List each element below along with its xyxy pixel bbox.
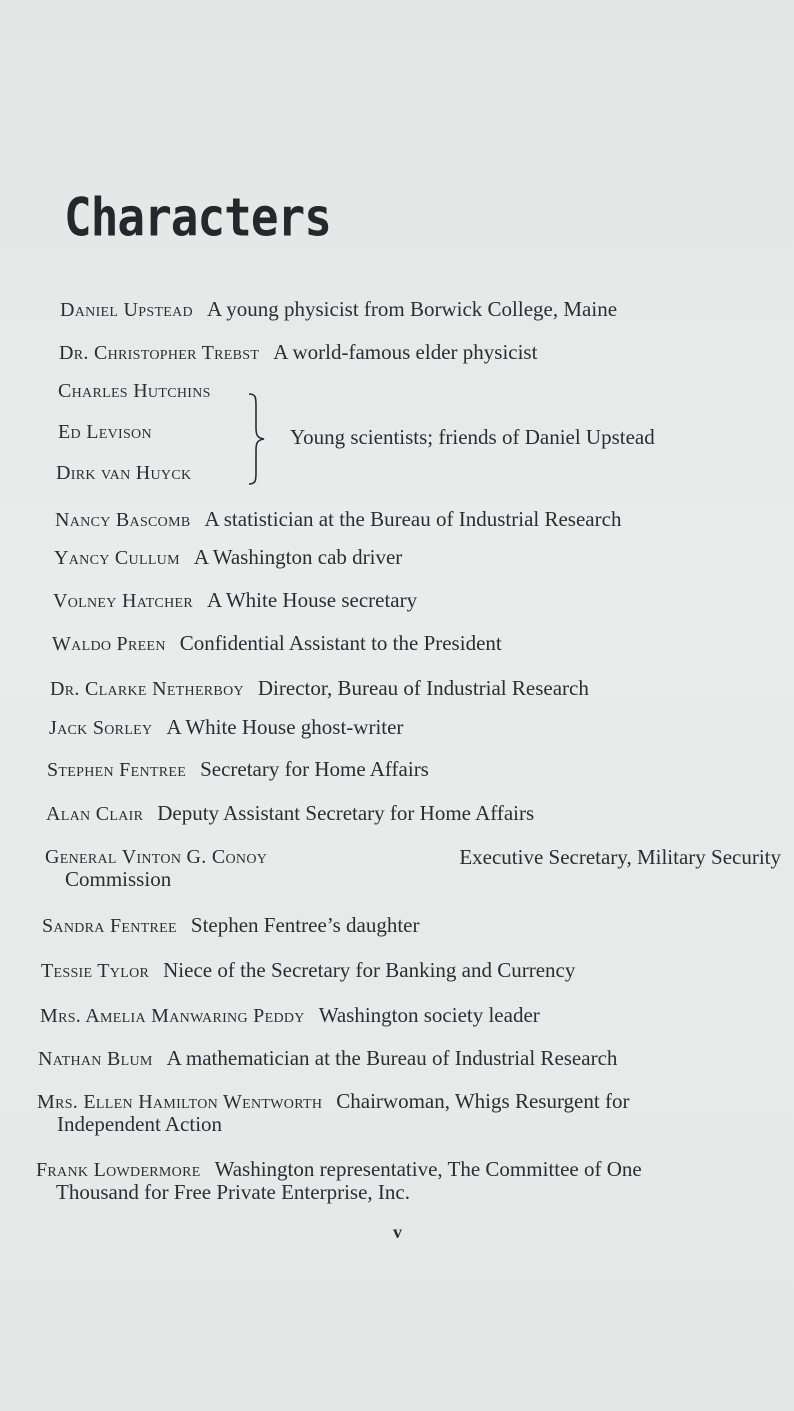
character-entry [55, 508, 621, 531]
character-entry [45, 846, 781, 890]
character-entry [59, 341, 537, 364]
character-description: A mathematician at the Bureau of Industrial Research [166, 1046, 618, 1070]
character-name: Sandra Fentree [42, 915, 177, 937]
character-description: Deputy Assistant Secretary for Home Affairs [157, 801, 535, 825]
grouping-brace [246, 392, 270, 486]
character-description: A statistician at the Bureau of Industrial Research [204, 507, 622, 531]
character-name: Dirk van Huyck [56, 462, 192, 484]
character-description: Executive Secretary, Military Security [459, 845, 781, 869]
character-description: A White House secretary [206, 588, 418, 612]
character-description: A Washington cab driver [193, 545, 403, 569]
character-name: Volney Hatcher [53, 590, 193, 612]
character-description: A White House ghost-writer [166, 715, 404, 739]
character-entry [40, 1004, 540, 1027]
character-name: Mrs. Amelia Manwaring Peddy [40, 1005, 305, 1027]
character-description: Washington representative, The Committee of One [214, 1157, 642, 1181]
character-entry [41, 959, 575, 982]
character-name: Nathan Blum [38, 1048, 153, 1070]
group-description: Young scientists; friends of Daniel Upstead [290, 425, 655, 449]
character-description: Chairwoman, Whigs Resurgent for [336, 1089, 630, 1113]
character-name: Alan Clair [46, 803, 144, 825]
character-entry [53, 589, 417, 612]
character-description-continued: Independent Action [57, 1112, 223, 1136]
character-entry [37, 1090, 629, 1135]
character-description: Niece of the Secretary for Banking and Currency [163, 958, 576, 982]
character-entry [36, 1158, 642, 1203]
character-entry [38, 1047, 617, 1070]
character-name: Daniel Upstead [60, 299, 193, 321]
character-description-continued: Thousand for Free Private Enterprise, Inc. [56, 1180, 410, 1204]
character-description: Secretary for Home Affairs [200, 757, 429, 781]
character-description-continued: Commission [65, 867, 172, 891]
character-name: Jack Sorley [49, 717, 153, 739]
character-name: Dr. Christopher Trebst [59, 342, 260, 364]
character-entry [47, 758, 429, 781]
character-name: Stephen Fentree [47, 759, 187, 781]
character-description: Washington society leader [318, 1003, 540, 1027]
character-entry [50, 677, 589, 700]
character-name: Yancy Cullum [54, 547, 180, 569]
character-name: Dr. Clarke Netherboy [50, 678, 244, 700]
character-description: Director, Bureau of Industrial Research [257, 676, 589, 700]
character-entry [46, 802, 534, 825]
character-description: Confidential Assistant to the President [179, 631, 502, 655]
character-name: Ed Levison [58, 421, 152, 443]
character-description: A world-famous elder physicist [273, 340, 538, 364]
character-description: A young physicist from Borwick College, Maine [206, 297, 618, 321]
character-entry [42, 914, 420, 937]
character-name: Waldo Preen [52, 633, 166, 655]
character-name: Tessie Tylor [41, 960, 150, 982]
character-entry [49, 716, 403, 739]
character-entry [60, 298, 617, 321]
page-number: v [393, 1222, 402, 1242]
character-name: Charles Hutchins [58, 380, 211, 402]
character-name: Nancy Bascomb [55, 509, 191, 531]
character-entry [52, 632, 502, 655]
character-name: Mrs. Ellen Hamilton Wentworth [37, 1091, 323, 1113]
page-heading: Characters [64, 186, 331, 249]
character-description: Stephen Fentree’s daughter [190, 913, 420, 937]
character-entry [54, 546, 402, 569]
character-name: Frank Lowdermore [36, 1159, 201, 1181]
character-name: General Vinton G. Conoy [45, 846, 268, 868]
